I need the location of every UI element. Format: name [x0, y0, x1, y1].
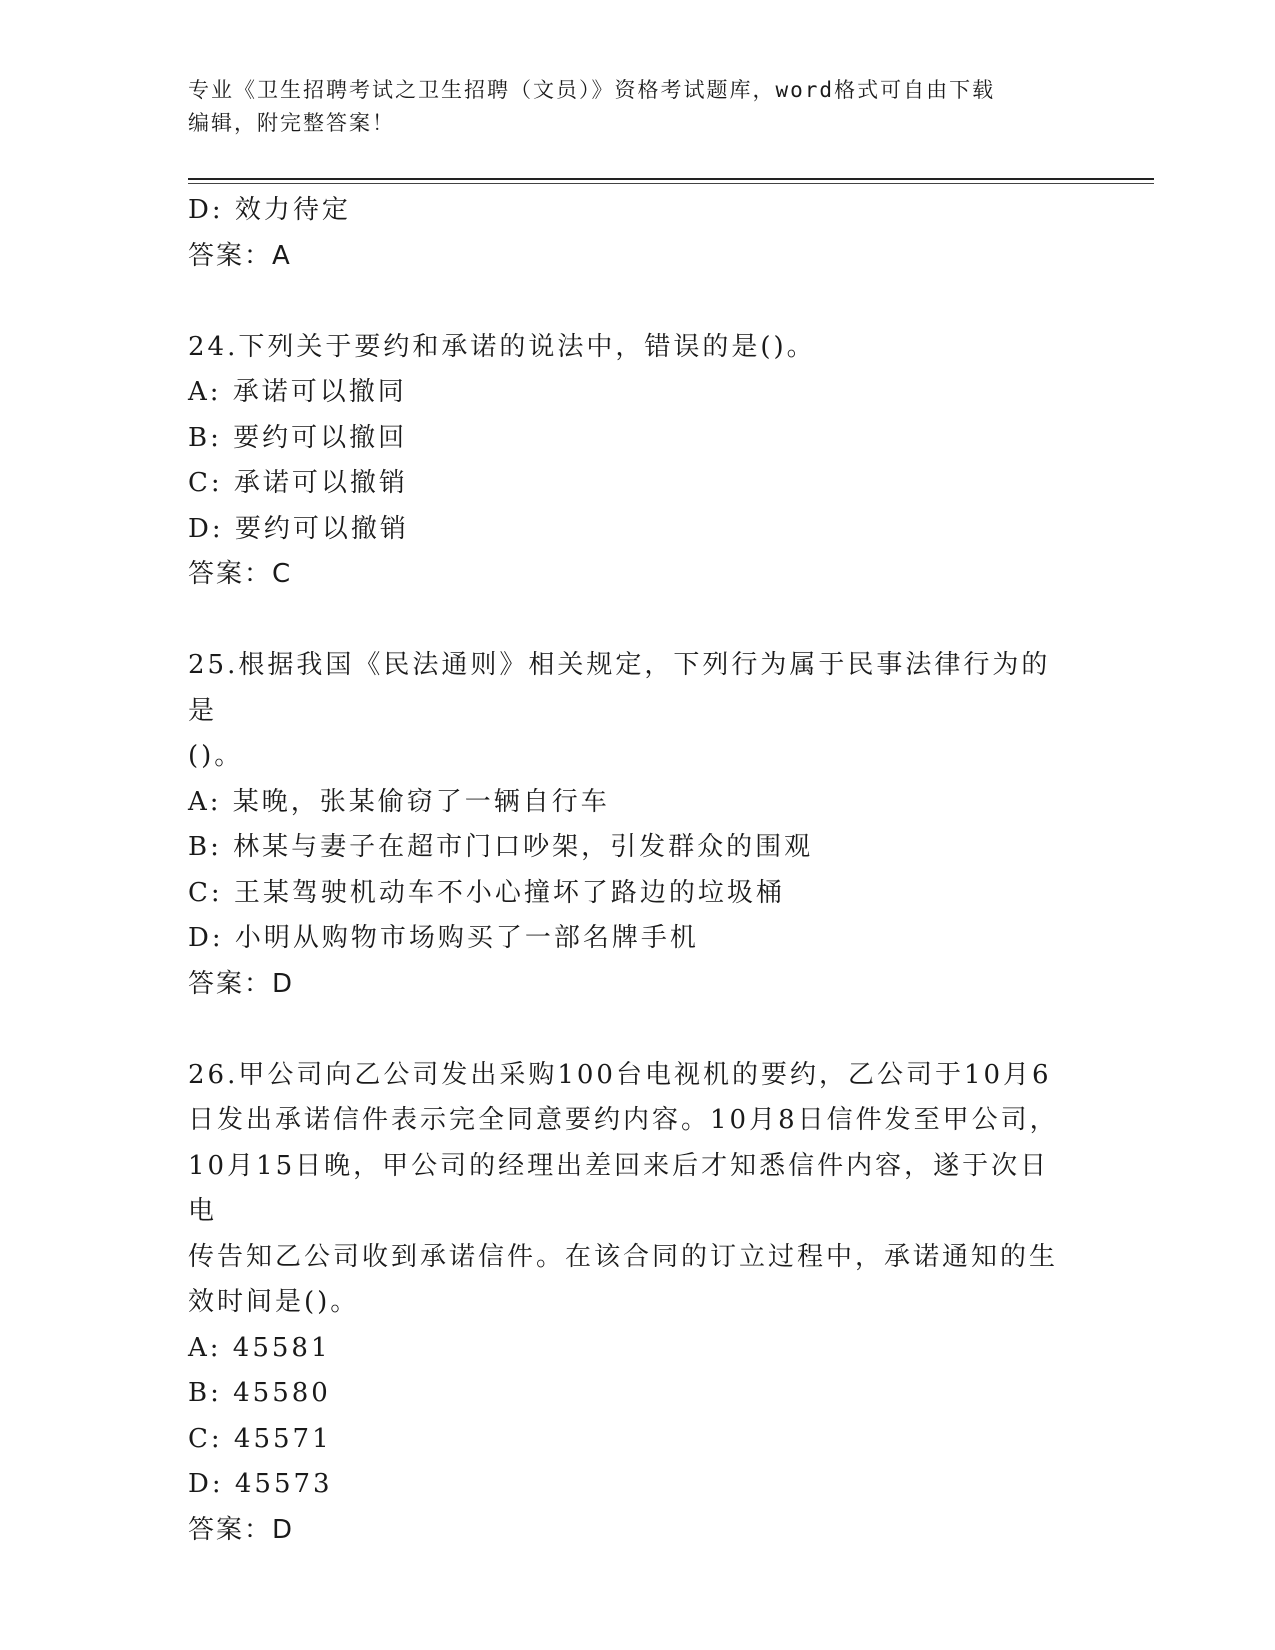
- previous-question-tail: [188, 188, 1088, 279]
- header-line-1: 专业《卫生招聘考试之卫生招聘（文员）》资格考试题库，word格式可自由下载: [188, 78, 996, 102]
- option-a: A: 承诺可以撤同: [188, 377, 407, 407]
- option-c: C: 王某驾驶机动车不小心撞坏了路边的垃圾桶: [188, 877, 785, 908]
- answer-line: 答案：C: [188, 559, 293, 589]
- question-stem-line-2: ()。: [188, 741, 244, 771]
- question-stem-line-1: 25.根据我国《民法通则》相关规定，下列行为属于民事法律行为的是: [188, 650, 1051, 726]
- option-d: D: 小明从购物市场购买了一部名牌手机: [188, 923, 699, 953]
- question-24: [188, 325, 1088, 598]
- question-list: [188, 188, 1088, 1553]
- question-stem: 24.下列关于要约和承诺的说法中，错误的是()。: [188, 331, 816, 362]
- option-b: B: 林某与妻子在超市门口吵架，引发群众的围观: [188, 832, 814, 862]
- document-header: [188, 74, 1068, 140]
- option-d: D: 要约可以撤销: [188, 513, 409, 544]
- spacer: [188, 598, 1088, 644]
- header-divider-thin: [188, 183, 1154, 184]
- spacer: [188, 279, 1088, 325]
- option-a: A: 45581: [188, 1332, 331, 1363]
- option-d: D: 45573: [188, 1469, 333, 1499]
- option-b: B: 45580: [188, 1378, 331, 1408]
- answer-line: 答案：A: [188, 240, 292, 271]
- question-25: [188, 643, 1088, 1007]
- option-d: D: 效力待定: [188, 195, 351, 225]
- question-stem-line-2: 日发出承诺信件表示完全同意要约内容。10月8日信件发至甲公司，: [188, 1105, 1059, 1135]
- answer-line: 答案：D: [188, 968, 295, 999]
- question-stem-line-1: 26.甲公司向乙公司发出采购100台电视机的要约，乙公司于10月6: [188, 1059, 1052, 1090]
- header-divider-thick: [188, 178, 1154, 180]
- option-a: A: 某晚，张某偷窃了一辆自行车: [188, 786, 610, 817]
- option-b: B: 要约可以撤回: [188, 422, 408, 453]
- header-line-2: 编辑，附完整答案！: [188, 111, 395, 135]
- option-c: C: 承诺可以撤销: [188, 468, 408, 498]
- question-stem-line-4: 传告知乙公司收到承诺信件。在该合同的订立过程中，承诺通知的生: [188, 1241, 1059, 1272]
- answer-line: 答案：D: [188, 1514, 295, 1545]
- question-26: [188, 1053, 1088, 1554]
- question-stem-line-5: 效时间是()。: [188, 1287, 360, 1317]
- spacer: [188, 1007, 1088, 1053]
- option-c: C: 45571: [188, 1423, 332, 1454]
- question-stem-line-3: 10月15日晚，甲公司的经理出差回来后才知悉信件内容，遂于次日电: [188, 1150, 1050, 1226]
